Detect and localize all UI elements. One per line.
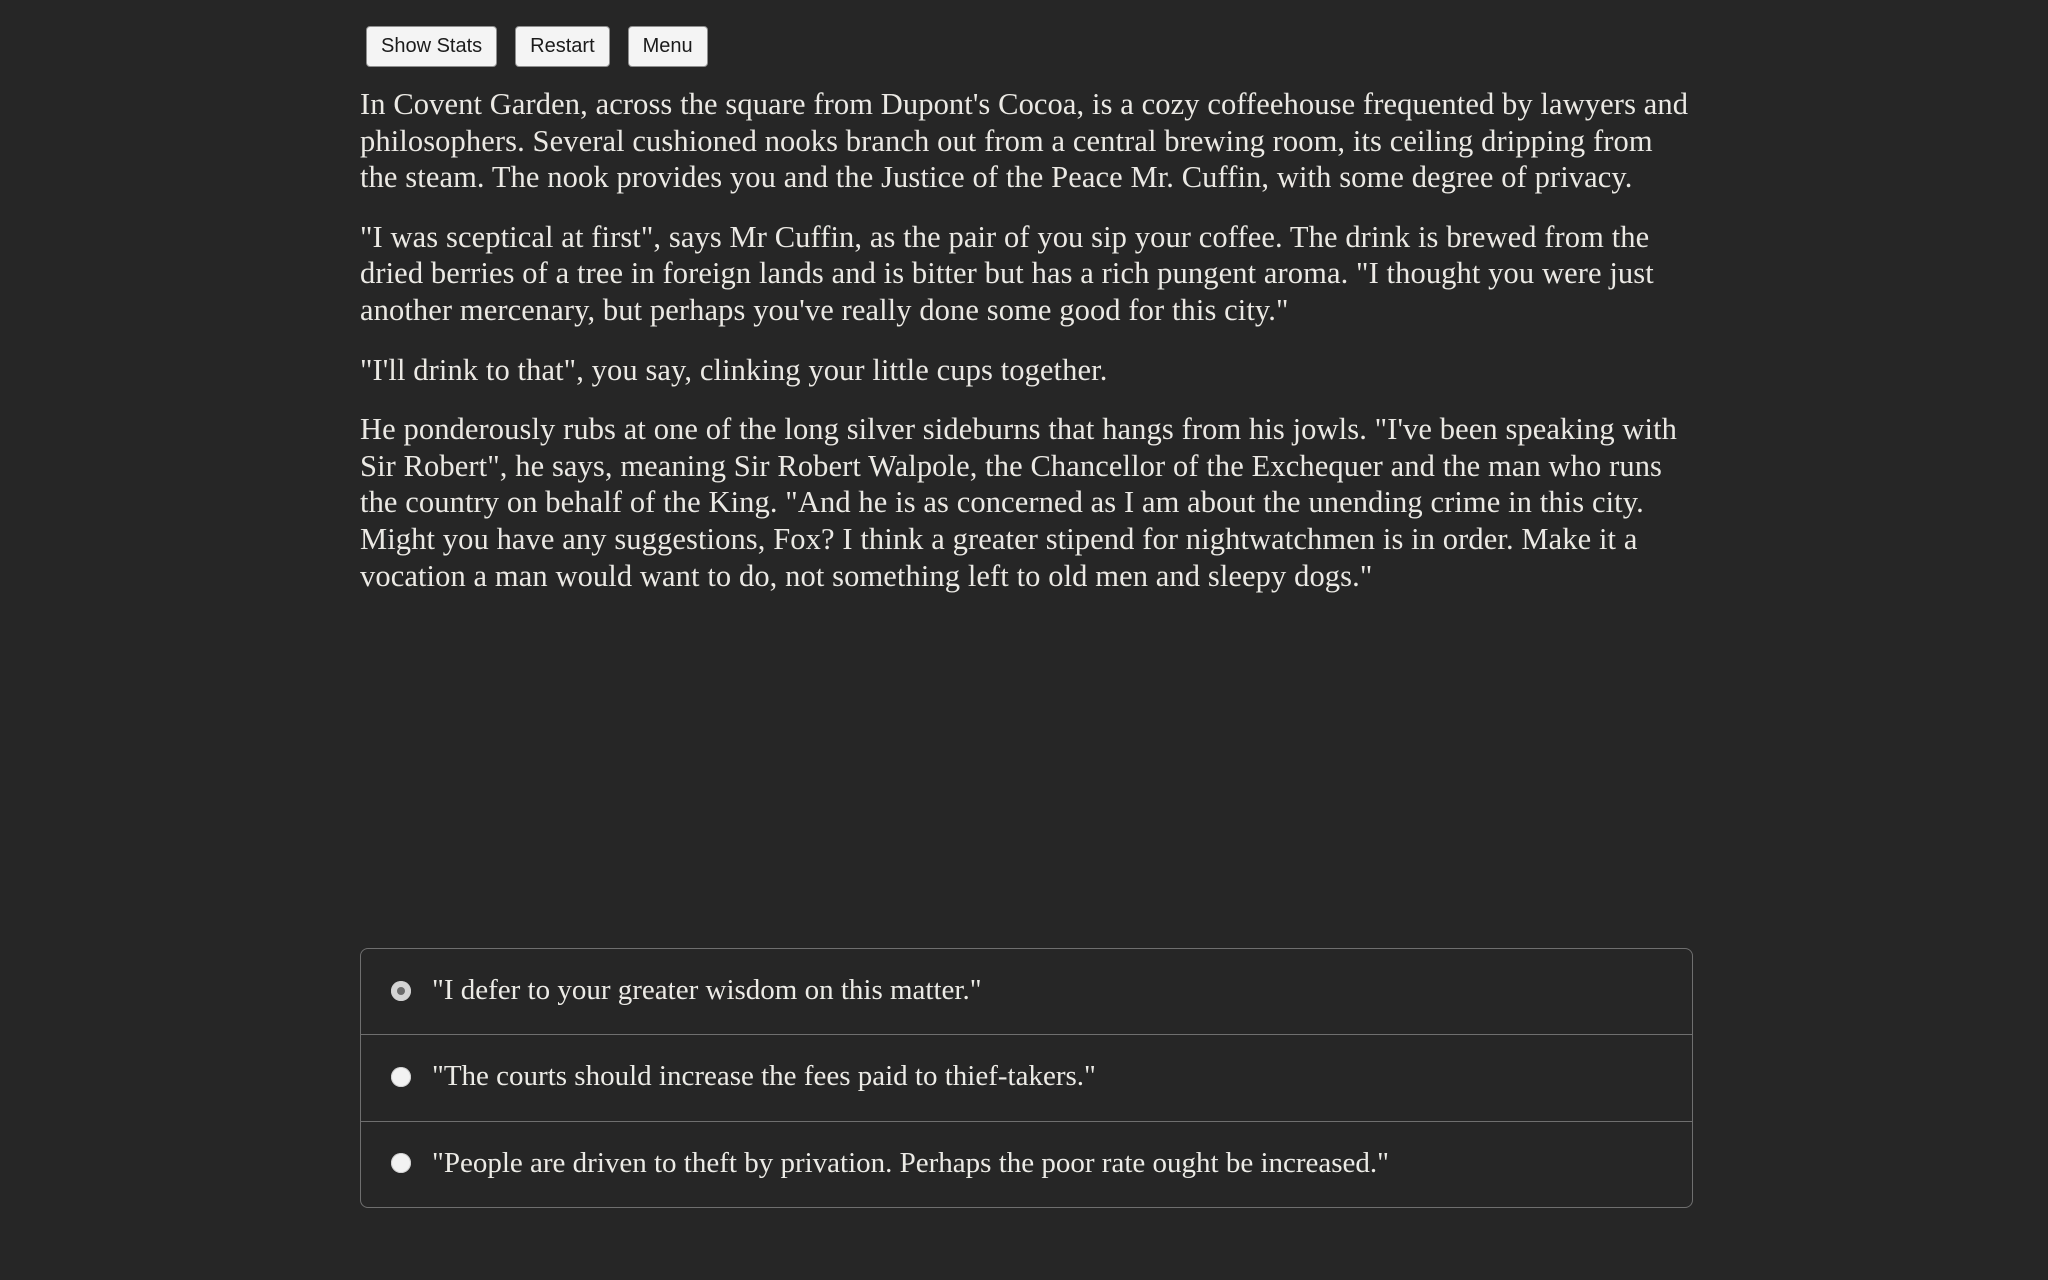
choice-label: "The courts should increase the fees paid to thief-takers.": [432, 1060, 1096, 1093]
radio-icon[interactable]: [391, 981, 411, 1001]
story-text: [360, 86, 1690, 594]
choice-option[interactable]: [361, 1122, 1692, 1207]
choice-label: "People are driven to theft by privation. Perhaps the poor rate ought be increased.": [432, 1146, 1390, 1179]
toolbar: [366, 26, 708, 67]
menu-button[interactable]: Menu: [628, 26, 708, 67]
story-paragraph: "I'll drink to that", you say, clinking your little cups together.: [360, 352, 1108, 387]
choice-option[interactable]: [361, 1035, 1692, 1121]
restart-button[interactable]: Restart: [515, 26, 609, 67]
story-paragraph: "I was sceptical at first", says Mr Cuffin, as the pair of you sip your coffee. The drink is brewed from the dried berries of a tree in foreign lands and is bitter but has a rich pungent aroma. "I thought you were just another mercenary, but perhaps you've really done some good for this city.": [360, 219, 1654, 327]
choice-option[interactable]: [361, 949, 1692, 1035]
radio-icon[interactable]: [391, 1067, 411, 1087]
choice-list: [360, 948, 1693, 1208]
story-paragraph: In Covent Garden, across the square from Dupont's Cocoa, is a cozy coffeehouse frequented by lawyers and philosophers. Several cushioned nooks branch out from a central brewing room, its ceiling dripping from the steam. The nook provides you and the Justice of the Peace Mr. Cuffin, with some degree of privacy.: [360, 87, 1689, 195]
show-stats-button[interactable]: Show Stats: [366, 26, 497, 67]
choice-label: "I defer to your greater wisdom on this matter.": [432, 974, 982, 1006]
radio-icon[interactable]: [391, 1153, 411, 1173]
story-paragraph: He ponderously rubs at one of the long silver sideburns that hangs from his jowls. "I've been speaking with Sir Robert", he says, meaning Sir Robert Walpole, the Chancellor of the Exchequer and the man who runs the country on behalf of the King. "And he is as concerned as I am about the unending crime in this city. Might you have any suggestions, Fox? I think a greater stipend for nightwatchmen is in order. Make it a vocation a man would want to do, not something left to old men and sleepy dogs.": [360, 412, 1678, 593]
